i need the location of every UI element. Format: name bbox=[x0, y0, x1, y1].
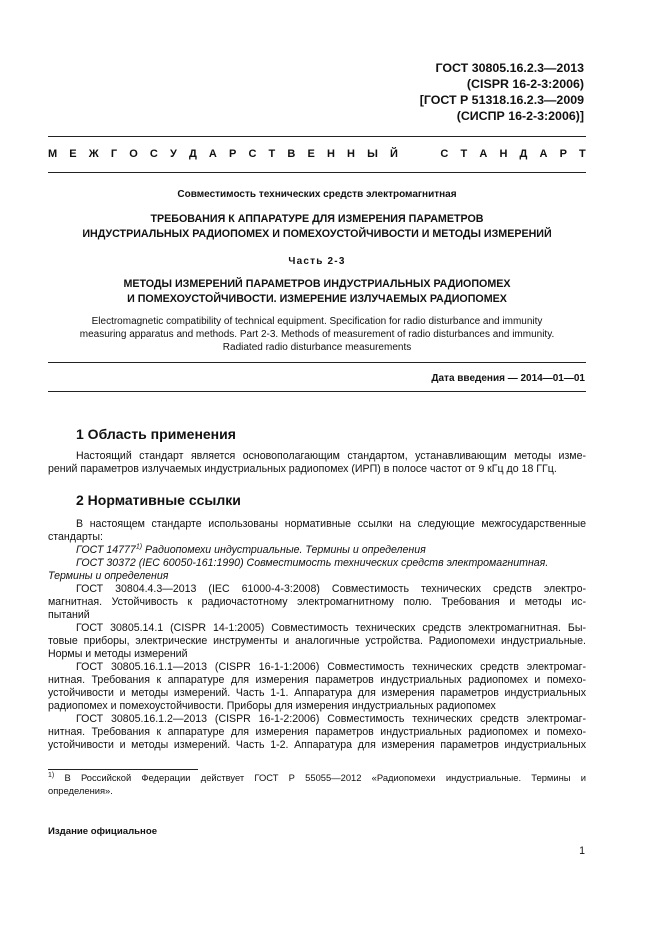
reference-line: магнитная. Устойчивость к радиочастотному электромагнитному полю. Требования и методы ис- bbox=[48, 596, 586, 608]
banner-divider bbox=[48, 172, 586, 173]
footnote-line bbox=[48, 771, 586, 784]
banner-letter: Д bbox=[519, 148, 528, 160]
banner-letter: Т bbox=[460, 148, 468, 160]
main-title-line: ТРЕБОВАНИЯ К АППАРАТУРЕ ДЛЯ ИЗМЕРЕНИЯ ПАРАМЕТРОВ bbox=[150, 213, 484, 225]
interstate-standard-banner bbox=[48, 148, 586, 160]
reference-line: устойчивости и методы измерений. Часть 1-1. Аппаратура для измерения параметров индустриальных bbox=[48, 687, 586, 699]
official-edition-label: Издание официальное bbox=[48, 826, 158, 837]
banner-letter: Ж bbox=[88, 148, 99, 160]
banner-letter: О bbox=[129, 148, 138, 160]
english-title-line: measuring apparatus and methods. Part 2-3. Methods of measurement of radio disturbances and immunity. bbox=[79, 329, 555, 341]
banner-letter: Н bbox=[326, 148, 335, 160]
reference-line: нитная. Требования к аппаратуре для измерения параметров индустриальных радиопомех и помехо- bbox=[48, 674, 586, 686]
footnote-text: В Российской Федерации действует ГОСТ Р 55055—2012 «Радиопомехи индустриальные. Термины и bbox=[54, 772, 586, 783]
banner-letter bbox=[410, 148, 413, 160]
reference-line: товые приборы, электрические инструменты и аналогичные устройства. Радиопомехи индустриальные. bbox=[48, 635, 586, 647]
banner-letter: М bbox=[48, 148, 58, 160]
english-title bbox=[48, 315, 586, 355]
banner-letter: Р bbox=[559, 148, 567, 160]
banner-letter: Ы bbox=[367, 148, 378, 160]
paragraph-line: стандарты: bbox=[48, 531, 103, 543]
page-number: 1 bbox=[579, 845, 585, 857]
reference-line: ГОСТ 30805.16.1.2—2013 (CISPR 16-1-2:2006) Совместимость технических средств электромаг- bbox=[76, 713, 586, 725]
banner-letter: Е bbox=[69, 148, 77, 160]
reference-line: ГОСТ 30804.4.3—2013 (IEC 61000-4-3:2008) Совместимость технических средств электро- bbox=[76, 583, 586, 595]
banner-letter: Р bbox=[229, 148, 237, 160]
part-number: Часть 2-3 bbox=[288, 256, 346, 267]
banner-letter: А bbox=[479, 148, 488, 160]
banner-letter: Й bbox=[390, 148, 398, 160]
reference-line: нитная. Требования к аппаратуре для измерения параметров индустриальных радиопомех и помехо- bbox=[48, 726, 586, 738]
subject-title: Совместимость технических средств электромагнитная bbox=[177, 189, 457, 200]
date-divider-top bbox=[48, 362, 586, 363]
english-title-line: Radiated radio disturbance measurements bbox=[222, 342, 412, 354]
banner-letter: С bbox=[440, 148, 449, 160]
reference-line: ГОСТ 30805.16.1.1—2013 (CISPR 16-1-1:2006) Совместимость технических средств электромаг- bbox=[76, 661, 586, 673]
banner-letter: Д bbox=[188, 148, 197, 160]
part-title-line: МЕТОДЫ ИЗМЕРЕНИЙ ПАРАМЕТРОВ ИНДУСТРИАЛЬНЫХ РАДИОПОМЕХ bbox=[123, 278, 511, 290]
banner-letter: Е bbox=[307, 148, 315, 160]
designation-line: [ГОСТ Р 51318.16.2.3—2009 bbox=[419, 93, 584, 107]
reference-gost-14777 bbox=[48, 544, 586, 557]
part-title bbox=[48, 277, 586, 307]
section-2-body bbox=[48, 518, 586, 752]
footnote-line: определения». bbox=[48, 785, 113, 796]
standard-designation bbox=[420, 60, 584, 124]
introduction-date: Дата введения — 2014—01—01 bbox=[431, 373, 585, 384]
banner-letter: Н bbox=[347, 148, 355, 160]
footnote-divider bbox=[48, 769, 198, 770]
banner-letter: С bbox=[248, 148, 257, 160]
banner-letter: А bbox=[539, 148, 548, 160]
banner-letter: А bbox=[208, 148, 217, 160]
designation-line: (СИСПР 16-2-3:2006)] bbox=[456, 109, 584, 123]
reference-code: ГОСТ 14777 bbox=[76, 544, 136, 556]
banner-letter: Т bbox=[579, 148, 586, 160]
reference-title: Радиопомехи индустриальные. Термины и определения bbox=[142, 544, 426, 556]
reference-line: устойчивости и методы измерений. Часть 1-2. Аппаратура для измерения параметров индустриальных bbox=[48, 739, 586, 751]
section-1-heading: 1 Область применения bbox=[76, 426, 236, 442]
footnote-mark: 1) bbox=[135, 543, 143, 551]
reference-line: Термины и определения bbox=[48, 570, 169, 582]
reference-line: пытаний bbox=[48, 609, 90, 621]
top-divider bbox=[48, 136, 586, 137]
reference-line: ГОСТ 30805.14.1 (CISPR 14-1:2005) Совместимость технических средств электромагнитная. Бы- bbox=[76, 622, 586, 634]
designation-line: (CISPR 16-2-3:2006) bbox=[466, 77, 584, 91]
footnote bbox=[48, 771, 586, 797]
part-title-line: И ПОМЕХОУСТОЙЧИВОСТИ. ИЗМЕРЕНИЕ ИЗЛУЧАЕМЫХ РАДИОПОМЕХ bbox=[127, 293, 507, 305]
section-1-body bbox=[48, 450, 586, 476]
english-title-line: Electromagnetic compatibility of technical equipment. Specification for radio disturbance and immunity bbox=[91, 316, 543, 327]
banner-letter: С bbox=[149, 148, 158, 160]
banner-letter: Г bbox=[110, 148, 118, 160]
main-title-line: ИНДУСТРИАЛЬНЫХ РАДИОПОМЕХ И ПОМЕХОУСТОЙЧИВОСТИ И МЕТОДЫ ИЗМЕРЕНИЙ bbox=[82, 228, 552, 240]
main-title bbox=[48, 212, 586, 242]
banner-letter: У bbox=[169, 148, 177, 160]
reference-line: Нормы и методы измерений bbox=[48, 648, 188, 660]
reference-line: ГОСТ 30372 (IEC 60050-161:1990) Совместимость технических средств электромагнитная. bbox=[76, 557, 549, 569]
date-divider-bottom bbox=[48, 391, 586, 392]
section-2-heading: 2 Нормативные ссылки bbox=[76, 492, 241, 508]
banner-letter bbox=[425, 148, 428, 160]
paragraph-line: В настоящем стандарте использованы нормативные ссылки на следующие межгосударственные bbox=[76, 518, 586, 530]
banner-letter: Т bbox=[268, 148, 276, 160]
banner-letter: В bbox=[287, 148, 296, 160]
paragraph-line: Настоящий стандарт является основополагающим стандартом, устанавливающим методы изме- bbox=[76, 450, 586, 462]
footnote-mark: 1) bbox=[48, 771, 55, 779]
paragraph-line: рений параметров излучаемых индустриальных радиопомех (ИРП) в полосе частот от 9 кГц до 18 ГГц. bbox=[48, 463, 557, 475]
designation-line: ГОСТ 30805.16.2.3—2013 bbox=[435, 61, 584, 75]
banner-letter: Н bbox=[499, 148, 508, 160]
reference-line: радиопомех и помехоустойчивости. Приборы для измерения индустриальных радиопомех bbox=[48, 700, 496, 712]
